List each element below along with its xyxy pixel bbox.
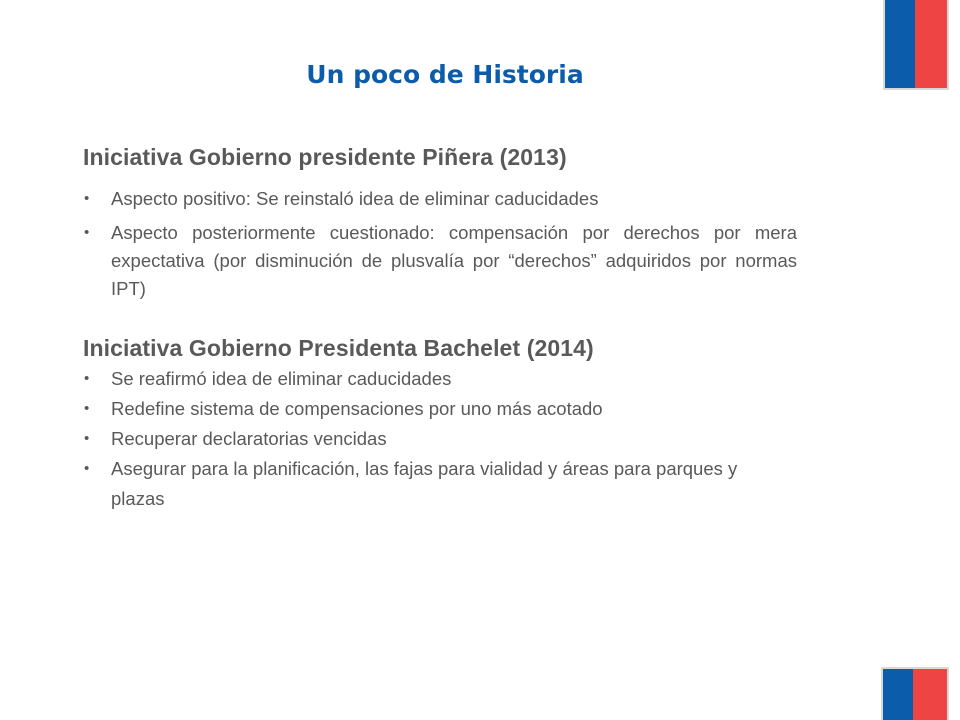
section-heading: Iniciativa Gobierno presidente Piñera (2013)	[83, 144, 567, 170]
list-item-text: Aspecto positivo: Se reinstaló idea de eliminar caducidades	[111, 188, 599, 209]
bullet-icon: •	[84, 370, 90, 387]
list-item-text: Aspecto posteriormente cuestionado: compensación por derechos por mera expectativa (por disminución de plusvalía por “derechos” adquiridos por normas IPT)	[111, 222, 797, 299]
list-item	[83, 454, 797, 514]
bullet-list	[83, 364, 797, 514]
flag-red-stripe	[913, 669, 947, 720]
flag-blue-stripe	[883, 669, 913, 720]
chile-flag-decoration-bottom	[881, 667, 949, 720]
bullet-icon: •	[84, 400, 90, 417]
bullet-icon: •	[84, 430, 90, 447]
section-heading: Iniciativa Gobierno Presidenta Bachelet (2014)	[83, 335, 594, 361]
list-item-text: Recuperar declaratorias vencidas	[111, 428, 387, 449]
list-item-text: Redefine sistema de compensaciones por uno más acotado	[111, 398, 603, 419]
page-title: Un poco de Historia	[306, 60, 584, 89]
bullet-icon: •	[84, 190, 90, 207]
list-item	[83, 364, 797, 394]
flag-red-stripe	[915, 0, 947, 88]
bullet-list	[83, 185, 797, 303]
list-item-text: Se reafirmó idea de eliminar caducidades	[111, 368, 452, 389]
list-item	[83, 394, 797, 424]
list-item	[83, 185, 797, 213]
list-item	[83, 424, 797, 454]
section-pinera	[83, 144, 797, 303]
list-item	[83, 219, 797, 303]
bullet-icon: •	[84, 224, 90, 241]
chile-flag-decoration-top	[883, 0, 949, 90]
bullet-icon: •	[84, 460, 90, 477]
list-item-text: Asegurar para la planificación, las fajas para vialidad y áreas para parques y plazas	[111, 458, 738, 509]
slide-content	[83, 144, 797, 514]
section-bachelet	[83, 335, 797, 514]
